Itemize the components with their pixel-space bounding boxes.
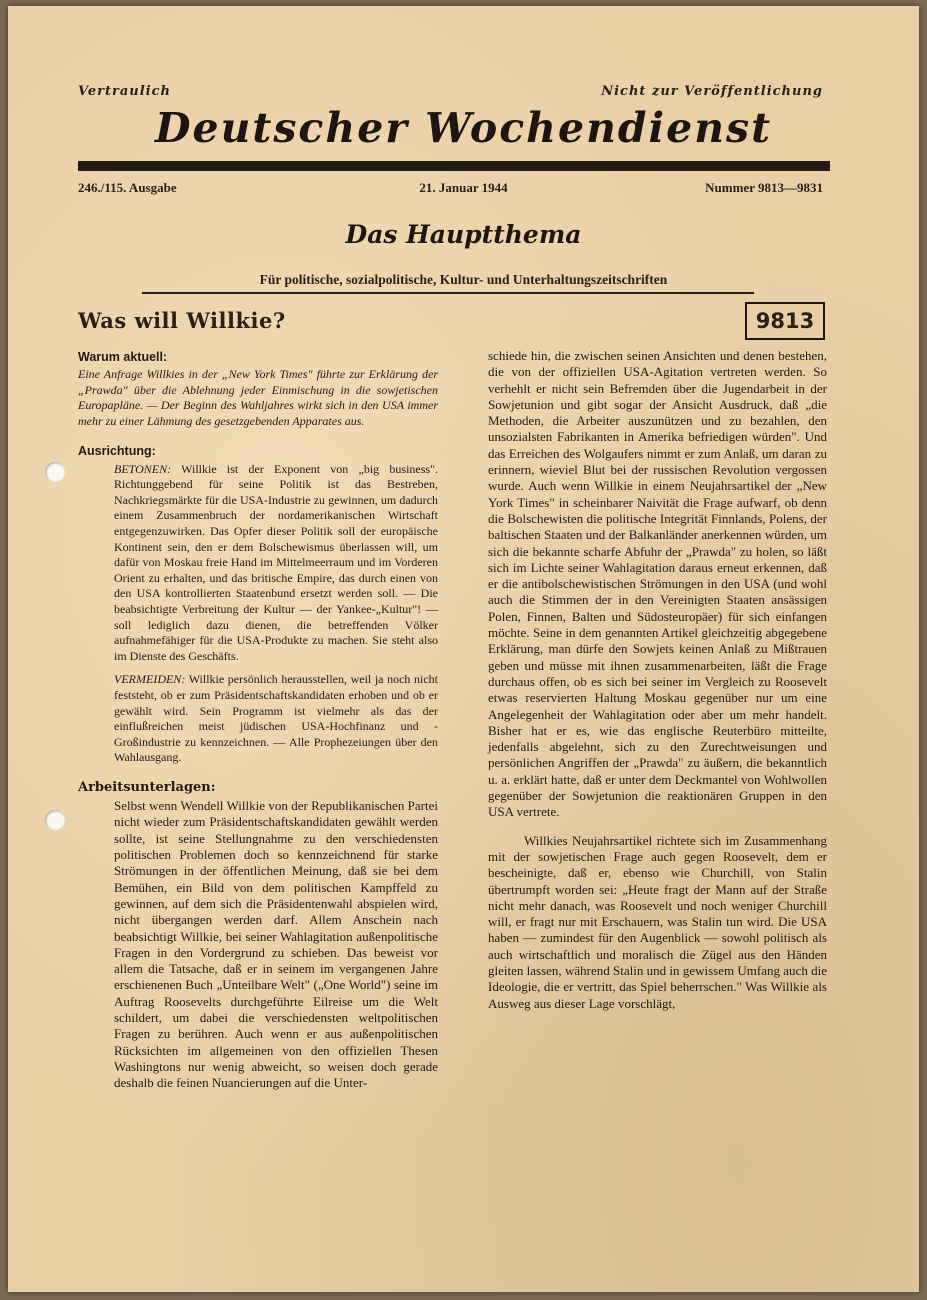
right-paragraph-1: schiede hin, die zwischen seinen Ansichten und denen bestehen, die von der offiziellen USA-Agitation vertreten werden. So verhehlt er nicht sein Befremden über die Jugendarbeit in der Sowjetunion und gibt sogar der Ansicht Ausdruck, daß „die Methoden, die Arbeiter auszunützen und zu bezahlen, den unsozialsten Fabrikanten in Amerika befriedigen würden". Und das Erreichen des Wolgaufers nimmt er zum Anlaß, um daran zu erinnern, wieviel Blut bei der russischen Revolution vergossen wurde. Auch wenn Willkie in einem Neujahrsartikel der „New York Times" in scheinbarer Naivität die Frage aufwarf, ob denn die Bolschewisten die politische Integrität Finnlands, Polens, der baltischen Staaten und der Balkanländer anerkennen würden, um sich die bekannte scharfe Abfuhr der „Prawda" zu holen, so läßt sich im Lichte seiner Wahlagitation daraus erneut erkennen, daß er die antibolschewistischen Strömungen in den USA (und wohl auch die Stimmen der in den Vereinigten Staaten ansässigen Polen, Finnen, Balten und Südosteuropäer) für sich einfangen möchte. Seine in dem genannten Artikel gleichzeitig abgegebene Erklärung, man dürfe den Sowjets keinen Anlaß zu Mißtrauen geben und müsse mit ihnen zusammenarbeiten, läßt die Frage durchaus offen, ob es sich bei seiner im Vergleich zu Roosevelt etwas reservierten Haltung Moskau gegenüber nur um eine Angelegenheit der Wahlagitation oder aber um mehr handelt. Bisher hat er es, wie das englische Reuterbüro mitteilte, jedenfalls abgelehnt, sich zu den Zurechtweisungen und persönlichen Angriffen der „Prawda" zu äußern, die bekanntlich u. a. erklärt hatte, daß er unter dem Deckmantel von Wohlwollen gegenüber der Sowjetunion die reaktionären Gruppen in den USA vertrete.: [488, 348, 827, 820]
article-title: Was will Willkie?: [78, 308, 286, 333]
newsletter-page: [8, 6, 919, 1292]
issue-number: 246./115. Ausgabe: [78, 180, 177, 195]
vermeiden-text: Willkie persönlich herausstellen, weil ja noch nicht feststeht, ob er zum Präsidentschaftskandidaten erhoben und ob er gewählt wird. Sein Programm ist vielmehr als das der einflußreichen meist jüdischen USA-Hochfinanz und -Großindustrie zu kennzeichnen. — Alle Prophezeiungen über den Wahlausgang.: [114, 672, 438, 765]
warum-text: Eine Anfrage Willkies in der „New York Times" führte zur Erklärung der „Prawda" über die Ablehnung jeder Einmischung in die sowjetischen Europapläne. — Der Beginn des Wahljahres wirkt sich in den USA immer mehr zu einer Lähmung des gesetzgebenden Apparates aus.: [78, 367, 438, 428]
betonen-label: BETONEN:: [114, 461, 172, 476]
vermeiden-paragraph: [114, 672, 438, 766]
not-for-publication-note: Nicht zur Veröffentlichung: [601, 84, 823, 99]
masthead-rule: [78, 161, 830, 171]
article-number-box: 9813: [745, 302, 825, 340]
section-subtitle: Für politische, sozialpolitische, Kultur- und Unterhaltungszeitschriften: [259, 272, 668, 287]
left-column: [78, 349, 438, 1092]
punch-hole-top: [45, 462, 65, 482]
betonen-paragraph: [114, 462, 438, 665]
punch-hole-bottom: [45, 810, 65, 830]
masthead-title: Deutscher Wochendienst: [154, 104, 773, 152]
right-paragraph-2: Willkies Neujahrsartikel richtete sich im Zusammenhang mit der sowjetischen Frage auch gegen Roosevelt, dem er bescheinigte, daß er, ebenso wie Churchill, von Stalin übertrumpft worden sei: „Heute fragt der Mann auf der Straße nicht mehr danach, was Roosevelt und noch weniger Churchill will, er fragt nur mit Erschauern, was Stalin tun wird. Die USA haben — zumindest für den Augenblick — sowohl politisch als auch wirtschaftlich und moralisch die Zügel aus den Händen gleiten lassen, während Stalin und in gewissem Umfang auch die Ideologie, die er vertritt, das Spiel beherrschen." Was Willkie als Ausweg aus dieser Lage vorschlägt,: [488, 832, 827, 1011]
section-title: Das Hauptthema: [345, 220, 582, 249]
section-rule: [142, 292, 754, 294]
betonen-text: Willkie ist der Exponent von „big business". Richtunggebend für seine Politik ist das Bestreben, Nachkriegsmärkte für die USA-Industrie zu gewinnen, um dadurch einem Zusammenbruch der nordamerikanischen Wirtschaft entgegenzuwirken. Das Opfer dieser Politik soll der europäische Kontinent sein, den er dem Bolschewismus überlassen will, um dafür von Moskau freie Hand im Mittelmeerraum und im Vorderen Orient zu erhalten, und das britische Empire, das durch einen von den USA kontrollierten Staatenbund ersetzt werden soll. — Die beabsichtigte Verbreitung der Kultur — der Yankee-„Kultur"! — soll lediglich dazu dienen, die betreffenden Völker aufnahmefähiger für die USA-Produkte zu machen. Sie steht also im Dienste des Geschäfts.: [114, 461, 438, 663]
ausrichtung-label: Ausrichtung:: [78, 444, 156, 459]
arbeitsunterlagen-label: Arbeitsunterlagen:: [78, 779, 216, 795]
confidential-note: Vertraulich: [78, 84, 171, 99]
vermeiden-label: VERMEIDEN:: [114, 672, 186, 687]
right-column: [488, 348, 827, 1012]
item-number-range: Nummer 9813—9831: [705, 180, 823, 195]
warum-label: Warum aktuell:: [78, 350, 168, 364]
issue-date: 21. Januar 1944: [419, 180, 508, 195]
arbeitsunterlagen-text: Selbst wenn Wendell Willkie von der Republikanischen Partei nicht wieder zum Präsidentschaftskandidaten gewählt werden sollte, ist seine Stellungnahme zu den verschiedensten politischen Problemen doch so kennzeichnend für starke Strömungen in der öffentlichen Meinung, daß sie bei dem Bemühen, ein Bild von dem politischen Kampffeld zu gewinnen, auf dem sich die Präsidentenwahl abspielen wird, nicht übergangen werden darf. Allem Anschein nach beabsichtigt Willkie, bei seiner Wahlagitation außenpolitische Fragen in den Vordergrund zu schieben. Das beweist vor allem die Tatsache, daß er in seinem im vergangenen Jahre erschienenen Buch „Unteilbare Welt" („One World") seine im Auftrag Roosevelts durchgeführte Eilreise um die Welt schildert, um dabei die verschiedensten weltpolitischen Fragen zu berühren. Auch wenn er aus außenpolitischen Rücksichten im allgemeinen von den offiziellen Thesen Washingtons nur wenig abweicht, so weisen doch gerade deshalb die feinen Nuancierungen auf die Unter-: [114, 798, 438, 1091]
